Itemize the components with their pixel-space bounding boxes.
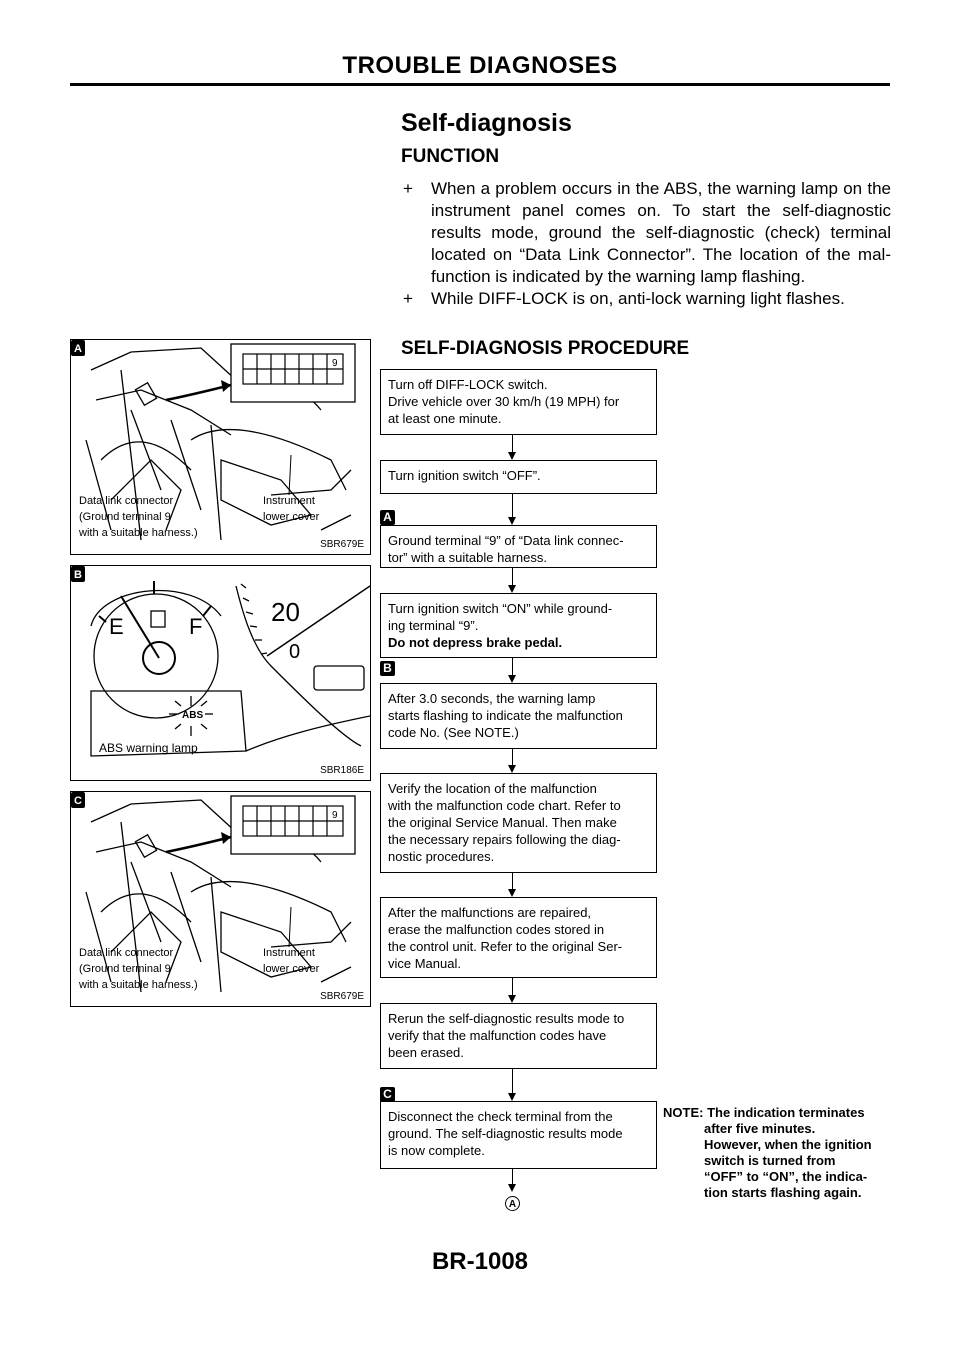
brake-warning: Do not depress brake pedal. bbox=[388, 635, 563, 650]
speed-0: 0 bbox=[289, 641, 301, 663]
bullet-text: While DIFF-LOCK is on, anti-lock warning light flashes. bbox=[431, 289, 845, 308]
bullet-text: When a problem occurs in the ABS, the warning lamp on the instrument panel comes on. To start the self-diagnostic results mode, ground the self-diagnostic (check) terminal located on “Data Link Connector”. The location of the mal-function is indicated by the warning lamp flashing. bbox=[431, 179, 891, 286]
terminal-number: 9 bbox=[332, 810, 338, 821]
step-8: Rerun the self-diagnostic results mode to verify that the malfunction codes have been erased. bbox=[380, 1003, 657, 1069]
flow-connector bbox=[512, 658, 513, 675]
flow-connector bbox=[512, 494, 513, 508]
flow-arrow bbox=[508, 889, 516, 897]
callout-instrument: Instrument bbox=[263, 495, 315, 507]
callout-harness: with a suitable harness.) bbox=[79, 979, 198, 991]
bullet-item bbox=[401, 288, 891, 310]
figure-data-link-connector-a bbox=[70, 339, 371, 555]
svg-text:A: A bbox=[74, 343, 82, 355]
bullet-item bbox=[401, 178, 891, 288]
step-4: Turn ignition switch “ON” while ground- ing terminal “9”. Do not depress brake pedal. bbox=[380, 593, 657, 658]
step-1: Turn off DIFF-LOCK switch. Drive vehicle over 30 km/h (19 MPH) for at least one minute. bbox=[380, 369, 657, 435]
figure-badge-b bbox=[71, 566, 85, 582]
flow-connector bbox=[512, 749, 513, 765]
continue-marker-a: A bbox=[505, 1196, 520, 1211]
note-block: NOTE: The indication terminates after five minutes. However, when the ignition switch is turned from “OFF” to “ON”, the indica- tion starts flashing again. bbox=[663, 1105, 872, 1200]
callout-lower-cover: lower cover bbox=[263, 963, 320, 975]
figure-abs-warning-lamp bbox=[70, 565, 371, 781]
callout-connector: Data link connector bbox=[79, 947, 174, 959]
step-9: Disconnect the check terminal from the ground. The self-diagnostic results mode is now complete. bbox=[380, 1101, 657, 1169]
flow-arrow bbox=[508, 1184, 516, 1192]
step-badge-c: C bbox=[380, 1087, 395, 1102]
callout-lower-cover: lower cover bbox=[263, 511, 320, 523]
bullet-symbol: + bbox=[403, 179, 413, 198]
svg-text:B: B bbox=[74, 569, 82, 581]
step-6: Verify the location of the malfunction with the malfunction code chart. Refer to the original Service Manual. Then make the necessary repairs following the diag- nostic procedures. bbox=[380, 773, 657, 873]
flow-arrow bbox=[508, 765, 516, 773]
step-2: Turn ignition switch “OFF”. bbox=[380, 460, 657, 494]
figure-data-link-connector-c bbox=[70, 791, 371, 1007]
callout-harness: with a suitable harness.) bbox=[79, 527, 198, 539]
flow-connector bbox=[512, 873, 513, 889]
flow-connector bbox=[512, 508, 513, 517]
flow-arrow bbox=[508, 517, 516, 525]
header-rule bbox=[70, 83, 890, 86]
figure-code: SBR679E bbox=[320, 991, 364, 1002]
connector-illustration bbox=[71, 340, 370, 554]
figure-code: SBR186E bbox=[320, 765, 364, 776]
flow-arrow bbox=[508, 675, 516, 683]
flow-connector bbox=[512, 1069, 513, 1093]
figure-badge-c bbox=[71, 792, 85, 808]
section-title: Self-diagnosis bbox=[401, 109, 572, 137]
figure-badge-a bbox=[71, 340, 85, 356]
callout-connector: Data link connector bbox=[79, 495, 174, 507]
flow-arrow bbox=[508, 1093, 516, 1101]
svg-text:C: C bbox=[74, 795, 82, 807]
abs-indicator: ABS bbox=[182, 710, 204, 721]
flow-connector bbox=[512, 435, 513, 452]
function-title: FUNCTION bbox=[401, 146, 500, 167]
page-header: TROUBLE DIAGNOSES bbox=[342, 52, 618, 79]
flow-connector bbox=[512, 1169, 513, 1184]
function-bullets bbox=[401, 178, 891, 310]
gauge-illustration bbox=[71, 566, 370, 780]
page-number: BR-1008 bbox=[431, 1248, 529, 1275]
callout-ground: (Ground terminal 9 bbox=[79, 511, 171, 523]
terminal-number: 9 bbox=[332, 358, 338, 369]
step-7: After the malfunctions are repaired, erase the malfunction codes stored in the control unit. Refer to the original Ser- vice Manual. bbox=[380, 897, 657, 978]
flow-connector bbox=[512, 568, 513, 585]
callout-instrument: Instrument bbox=[263, 947, 315, 959]
gauge-full: F bbox=[189, 614, 203, 639]
connector-illustration bbox=[71, 792, 370, 1006]
procedure-title: SELF-DIAGNOSIS PROCEDURE bbox=[401, 338, 690, 359]
figure-code: SBR679E bbox=[320, 539, 364, 550]
step-5: After 3.0 seconds, the warning lamp starts flashing to indicate the malfunction code No. (See NOTE.) bbox=[380, 683, 657, 749]
step-badge-a: A bbox=[380, 510, 395, 525]
speed-20: 20 bbox=[271, 597, 300, 627]
step-3: Ground terminal “9” of “Data link connec- tor” with a suitable harness. bbox=[380, 525, 657, 568]
flow-connector bbox=[512, 978, 513, 995]
abs-lamp-label: ABS warning lamp bbox=[99, 741, 198, 755]
flow-arrow bbox=[508, 585, 516, 593]
gauge-empty: E bbox=[109, 614, 124, 639]
note-label: NOTE: bbox=[663, 1105, 704, 1120]
flow-arrow bbox=[508, 995, 516, 1003]
bullet-symbol: + bbox=[403, 289, 413, 308]
callout-ground: (Ground terminal 9 bbox=[79, 963, 171, 975]
step-badge-b: B bbox=[380, 661, 395, 676]
flow-arrow bbox=[508, 452, 516, 460]
